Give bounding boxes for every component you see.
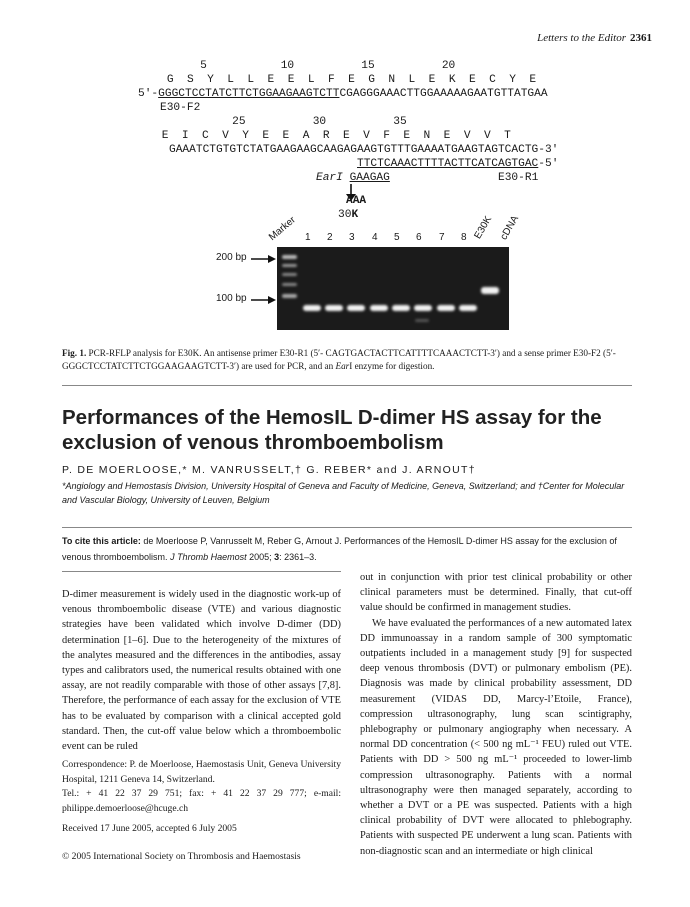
dna-sequence-2: GAAATCTGTGTCTATGAAGAAGCAAGAGAAGTGTTTGAAAATGAAGTAGTCACTG-3′ (169, 144, 559, 156)
marker-200bp-label: 200 bp (216, 252, 247, 263)
lane-label-7: 7 (439, 232, 445, 243)
gel-bands (277, 247, 509, 330)
figure-label: Fig. 1. (62, 348, 87, 358)
mutation-position: 30 (338, 209, 352, 221)
marker-band (282, 255, 297, 259)
marker-band (282, 264, 297, 267)
lane-3-band (347, 305, 365, 311)
residue-numbers-2: 25 30 35 (165, 116, 407, 128)
lane-2-band (325, 305, 343, 311)
lane-label-e30k: E30K (472, 214, 495, 241)
figure-caption (62, 347, 632, 372)
mutant-codon: AAA (346, 195, 367, 207)
enzyme-name: Ear (335, 360, 350, 371)
lane-8-band (459, 305, 477, 311)
cite-pages: : 2361–3. (279, 552, 317, 562)
lane-1-band (303, 305, 321, 311)
arrow-right-icon (251, 295, 277, 305)
cite-year: 2005; (246, 552, 275, 562)
enzyme-suffix: I (349, 360, 353, 371)
primer-r1-site: TTCTCAAACTTTTACTTCATCAGTGAC (357, 158, 539, 170)
lane-6-band (414, 305, 432, 311)
author-list: P. DE MOERLOOSE,* M. VANRUSSELT,† G. REBER* and J. ARNOUT† (62, 464, 476, 476)
article-title: Performances of the HemosIL D-dimer HS assay for the exclusion of venous thromboembolism (62, 406, 602, 454)
divider (62, 385, 632, 386)
marker-band (282, 294, 297, 298)
paragraph: D-dimer measurement is widely used in the diagnostic work-up of venous thromboembolic disease (VTE) and various diagnostic strategies have been validated which involve D-dimer (DD) determination [1–6]. Due to the heterogeneity of the mixtures of the analytes measured and the differences in the antibodies, assay types and calibrators used, the numerical results obtained with one assay, are not readily comparable with those of other assays [7,8]. Therefore, the performance of each assay for the exclusion of VTE has to be evaluated by comparison with a clinical accepted gold standard. Then, the cut-off value below which a thromboembolic event can be ruled (62, 589, 341, 753)
amino-acids-2: E I C V Y E E A R E V F E N E V V T (155, 130, 511, 142)
lane-label-6: 6 (416, 232, 422, 243)
affiliations: *Angiology and Hemostasis Division, University Hospital of Geneva and Faculty of Medicine, Geneva, Switzerland; and †Center for Molecular and Vascular Biology, University of Leuven, Belgium (62, 481, 625, 505)
cite-label: To cite this article: (62, 536, 141, 546)
lane-5-band (392, 305, 410, 311)
lane-label-3: 3 (349, 232, 355, 243)
ear-site: GAAGAG (349, 172, 390, 184)
mutation-label (338, 209, 358, 222)
lane-label-4: 4 (372, 232, 378, 243)
paragraph: out in conjunction with prior test clinical probability or other clinical parameters must be determined. Finally, that cut-off value should be confirmed in management studies. (360, 572, 632, 614)
paragraph: We have evaluated the performances of a new automated latex DD immunoassay in a random sample of 300 symptomatic outpatients included in a management study [9] for suspected deep venous thrombosis (DVT) or pulmonary embolism (PE). Diagnosis was made by clinical probability assessment, DD measurement (VIDAS DD, Marcy-l’Etoile, France), compression ultrasonography, lung scan scintigraphy, phlebography or pulmonary angiography when necessary. A normal DD concentration (< 500 ng mL⁻¹ FEU) ruled out VTE. Patients with DD > 500 ng mL⁻¹ proceeded to lower-limb compression ultrasonography. Patients with a normal ultrasonography were then managed separately, according to whether a DVT or a PE was suspected. Patients with a high clinical probability of DVT were allocated to phlebography. Patients with suspected PE underwent a lung scan. Patients with non-diagnostic scan and an intermediate or high clinical (360, 617, 632, 857)
dna-sequence-3 (357, 158, 558, 171)
primer-f2-site: GGGCTCCTATCTTCTGGAAGAAGTCTT (158, 88, 340, 100)
lane-e30k-band (481, 287, 499, 294)
copyright: © 2005 International Society on Thrombosis and Haemostasis (62, 851, 301, 862)
lane-label-8: 8 (461, 232, 467, 243)
primer-r1-label: E30-R1 (498, 172, 539, 184)
running-header (537, 32, 652, 44)
dna-sequence-1 (138, 88, 548, 101)
lane-4-band (370, 305, 388, 311)
lane-label-2: 2 (327, 232, 333, 243)
amino-acids-1: G S Y L L E E L F E G N L E K E C Y E (140, 74, 537, 86)
arrow-right-icon (251, 254, 277, 264)
journal-label: Letters to the Editor (537, 32, 626, 44)
lane-6-faint-band (415, 319, 429, 322)
cite-text: de Moerloose P, Vanrusselt M, Reber G, Arnout J. Performances of the HemosIL D-dimer HS assay for the exclusion of venous thromboembolism. (62, 536, 617, 562)
page-number: 2361 (630, 32, 652, 44)
correspondence (62, 758, 341, 816)
correspondence-contact: Tel.: + 41 22 37 29 751; fax: + 41 22 37 29 777; e-mail: philippe.demoerloose@hcuge.ch (62, 788, 341, 814)
seq3-suffix: -5′ (538, 158, 559, 170)
body-column-2 (360, 570, 632, 859)
lane-label-cdna: cDNA (498, 213, 522, 242)
received-date: Received 17 June 2005, accepted 6 July 2005 (62, 823, 237, 834)
cite-journal: J Thromb Haemost (170, 552, 247, 562)
marker-band (282, 283, 297, 286)
residue-numbers-1: 5 10 15 20 (133, 60, 456, 72)
seq1-rest: CGAGGGAAACTTGGAAAAAGAATGTTATGAA (339, 88, 548, 100)
gel-image (277, 247, 509, 330)
lane-label-marker: Marker (266, 214, 298, 243)
divider (62, 571, 341, 572)
body-column-1 (62, 587, 341, 754)
seq1-prefix: 5′- (138, 88, 159, 100)
ear-enzyme-label: EarI (316, 172, 343, 184)
lane-7-band (437, 305, 455, 311)
citation-block (62, 533, 637, 565)
figure-caption-end: enzyme for digestion. (352, 360, 435, 371)
lane-label-1: 1 (305, 232, 311, 243)
correspondence-address: Correspondence: P. de Moerloose, Haemostasis Unit, Geneva University Hospital, 1211 Geneva 14, Switzerland. (62, 759, 341, 785)
divider (62, 527, 632, 528)
marker-band (282, 273, 297, 276)
marker-100bp-label: 100 bp (216, 293, 247, 304)
lane-label-5: 5 (394, 232, 400, 243)
cite-volume: 3 (274, 552, 280, 562)
primer-f2-label: E30-F2 (160, 102, 201, 114)
figure-caption-text: PCR-RFLP analysis for E30K. An antisense primer E30-R1 (5′- CAGTGACTACTTCATTTTCAAACTCTT-3′) and a sense primer E30-F2 (5′-GGGCTCCTATCTTCTGGAAGAAGTCTT-3′) are used for PCR, and an (62, 348, 616, 371)
mutation-residue: K (351, 209, 359, 221)
